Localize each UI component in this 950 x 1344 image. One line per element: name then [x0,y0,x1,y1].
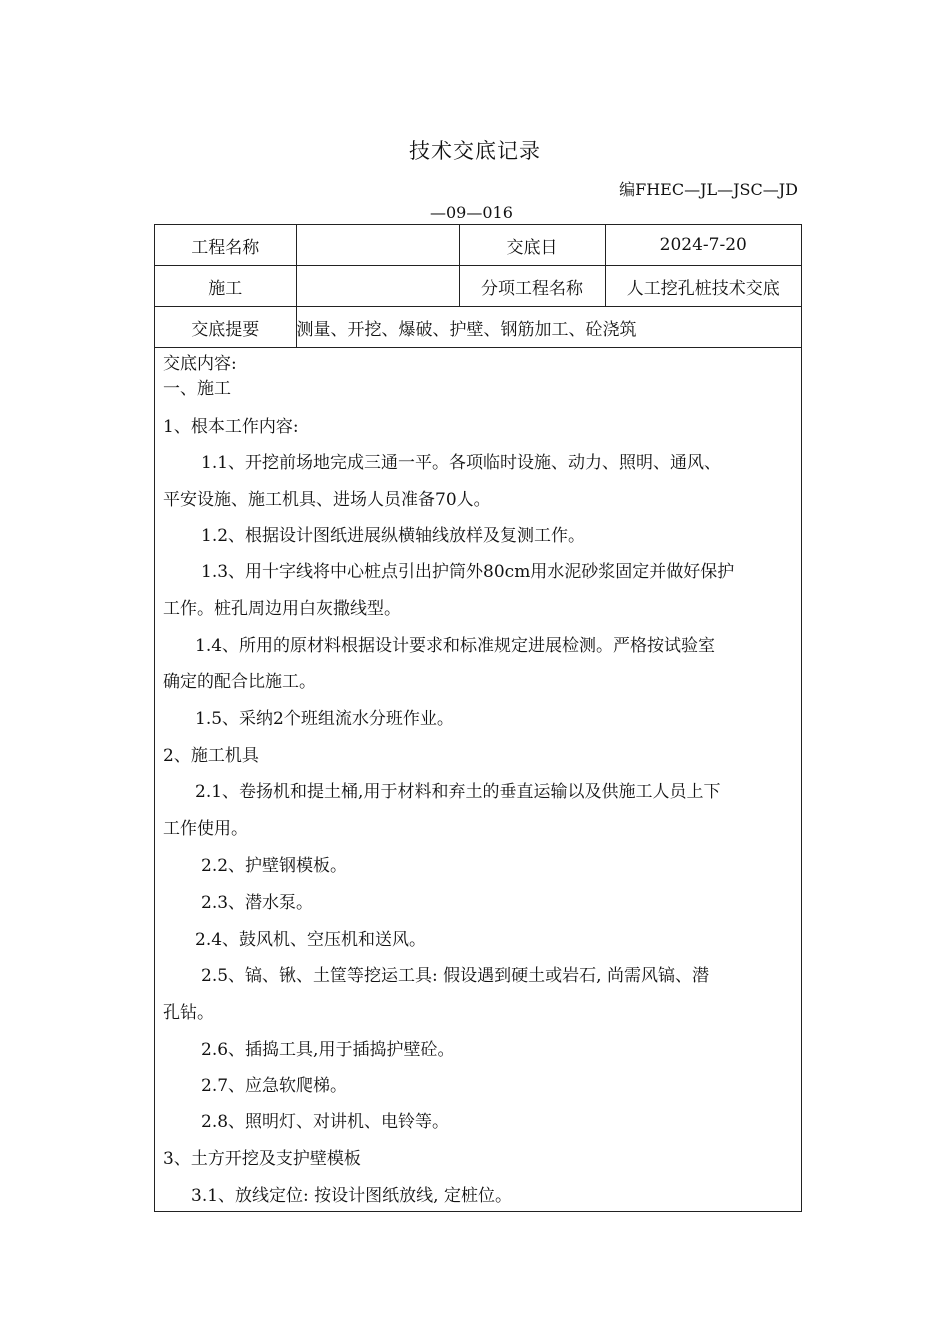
summary-value: 测量、开挖、爆破、护壁、钢筋加工、砼浇筑 [296,307,801,348]
paragraph-line: 1.2、根据设计图纸进展纵横轴线放样及复测工作。 [201,526,586,546]
header-row-summary [155,307,801,348]
content-heading: 交底内容: [163,354,237,374]
paragraph-line: 1.3、用十字线将中心桩点引出护筒外80cm用水泥砂浆固定并做好保护 [201,562,735,582]
paragraph-line: 2.4、鼓风机、空压机和送风。 [195,930,427,950]
paragraph-line: 2.6、插捣工具,用于插捣护壁砼。 [201,1040,455,1060]
subsection-heading: 3、土方开挖及支护壁模板 [163,1149,361,1169]
date-label: 交底日 [459,225,605,266]
paragraph-line: 孔钻。 [163,1003,214,1023]
paragraph-line: 2.5、镐、锹、土筐等挖运工具: 假设遇到硬土或岩石, 尚需风镐、潜 [201,966,709,986]
subsection-heading: 1、根本工作内容: [163,417,299,437]
paragraph-line: 2.2、护壁钢模板。 [201,856,348,876]
paragraph-line: 1.5、采纳2个班组流水分班作业。 [195,709,454,729]
subsection-heading: 2、施工机具 [163,746,259,766]
record-form [154,224,802,1212]
paragraph-line: 工作。桩孔周边用白灰撒线型。 [163,599,401,619]
document-title: 技术交底记录 [409,139,541,163]
header-row-project [155,225,801,266]
subproject-value: 人工挖孔桩技术交底 [605,266,801,307]
paragraph-line: 1.4、所用的原材料根据设计要求和标准规定进展检测。严格按试验室 [195,636,716,656]
paragraph-line: 2.7、应急软爬梯。 [201,1076,348,1096]
construction-label: 施工 [155,266,296,307]
paragraph-line: 1.1、开挖前场地完成三通一平。各项临时设施、动力、照明、通风、 [201,453,722,473]
date-value: 2024-7-20 [605,225,801,266]
section-heading: 一、施工 [163,379,231,399]
paragraph-line: 2.3、潜水泵。 [201,893,314,913]
paragraph-line: 平安设施、施工机具、进场人员准备70人。 [163,490,491,510]
project-name-value [296,225,459,266]
summary-label: 交底提要 [155,307,296,348]
document-code: 编FHEC—JL—JSC—JD [619,180,798,199]
subproject-label: 分项工程名称 [459,266,605,307]
paragraph-line: 2.8、照明灯、对讲机、电铃等。 [201,1112,450,1132]
paragraph-line: 3.1、放线定位: 按设计图纸放线, 定桩位。 [191,1186,512,1206]
header-table [155,225,801,348]
construction-value [296,266,459,307]
header-row-construction [155,266,801,307]
paragraph-line: 确定的配合比施工。 [163,672,316,692]
paragraph-line: 工作使用。 [163,819,248,839]
paragraph-line: 2.1、卷扬机和提土桶,用于材料和弃土的垂直运输以及供施工人员上下 [195,782,721,802]
document-code-continued: —09—016 [430,203,513,222]
project-name-label: 工程名称 [155,225,296,266]
